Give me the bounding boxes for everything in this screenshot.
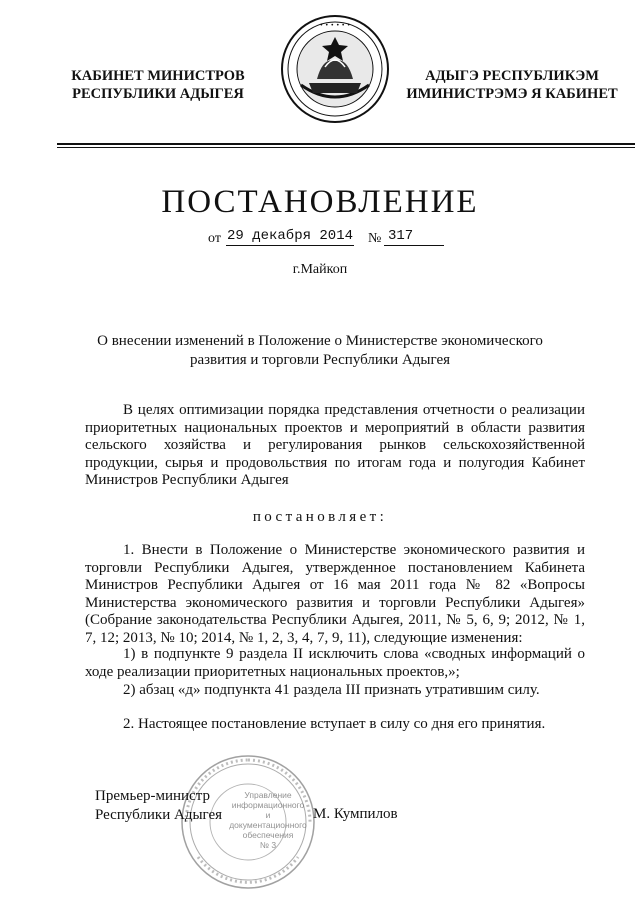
stamp-line: № 3 (259, 840, 277, 850)
ministry-name-russian (48, 67, 268, 103)
header-divider-thick (57, 143, 635, 145)
svg-text:• • • • • •: • • • • • • (319, 22, 351, 29)
document-title: ПОСТАНОВЛЕНИЕ (161, 184, 479, 220)
item-1-subitem-2: 2) абзац «д» подпункта 41 раздела III признать утратившим силу. (123, 682, 540, 698)
stamp-line: и документационного (229, 810, 307, 830)
item-2-paragraph: 2. Настоящее постановление вступает в силу со дня его принятия. (123, 716, 546, 732)
document-subject (0, 332, 640, 370)
header-divider-thin (57, 147, 635, 148)
adygea-coat-of-arms-icon (279, 13, 391, 125)
signer-name: М. Кумпилов (313, 806, 398, 822)
item-1-subitem-1: 1) в подпункте 9 раздела II исключить слова «сводных информаций о ходе реализации приоритетных национальных проектов,»; (85, 646, 585, 680)
signer-position (95, 787, 222, 825)
signer-position-line1: Премьер-министр (95, 788, 210, 804)
document-city: г.Майкоп (292, 262, 348, 277)
document-number: 317 (384, 228, 444, 246)
stamp-line: обеспечения (242, 830, 294, 840)
signer-position-line2: Республики Адыгея (95, 807, 223, 823)
header-left-line1: КАБИНЕТ МИНИСТРОВ (71, 68, 245, 84)
preamble-paragraph: В целях оптимизации порядка представления отчетности о реализации приоритетных национальных проектов и мероприятий в области развития сельского хозяйства и регулирования рынков сельскохозяйственной продукции, сырья и продовольствия по итогам года и полугодия Кабинет Министров Республики Адыгея (85, 402, 585, 488)
ministry-name-adyghe (388, 67, 636, 103)
stamp-line: Управление (244, 790, 292, 800)
subject-line2: развития и торговли Республики Адыгея (189, 352, 451, 368)
header-right-line2: ИМИНИСТРЭМЭ Я КАБИНЕТ (406, 86, 618, 102)
header-left-line2: РЕСПУБЛИКИ АДЫГЕЯ (72, 86, 244, 102)
stamp-text (228, 790, 308, 850)
item-1-paragraph: 1. Внести в Положение о Министерстве экономического развития и торговли Республики Адыгея, утвержденное постановлением Кабинета Министров Республики Адыгея от 16 мая 2011 года № 82 «Вопросы Министерства экономического развития и торговли Республики Адыгея» (Собрание законодательства Республики Адыгея, 2011, № 5, 6, 9; 2012, № 1, 7, 12; 2013, № 10; 2014, № 1, 2, 3, 4, 7, 9, 11), следующие изменения: (85, 542, 585, 646)
stamp-line: информационного (231, 800, 305, 810)
number-label: № (368, 231, 382, 246)
decree-word: постановляет: (252, 509, 388, 525)
document-date: 29 декабря 2014 (226, 228, 354, 244)
date-label: от (208, 231, 221, 246)
subject-line1: О внесении изменений в Положение о Министерстве экономического (97, 333, 543, 349)
header-right-line1: АДЫГЭ РЕСПУБЛИКЭМ (425, 68, 599, 84)
